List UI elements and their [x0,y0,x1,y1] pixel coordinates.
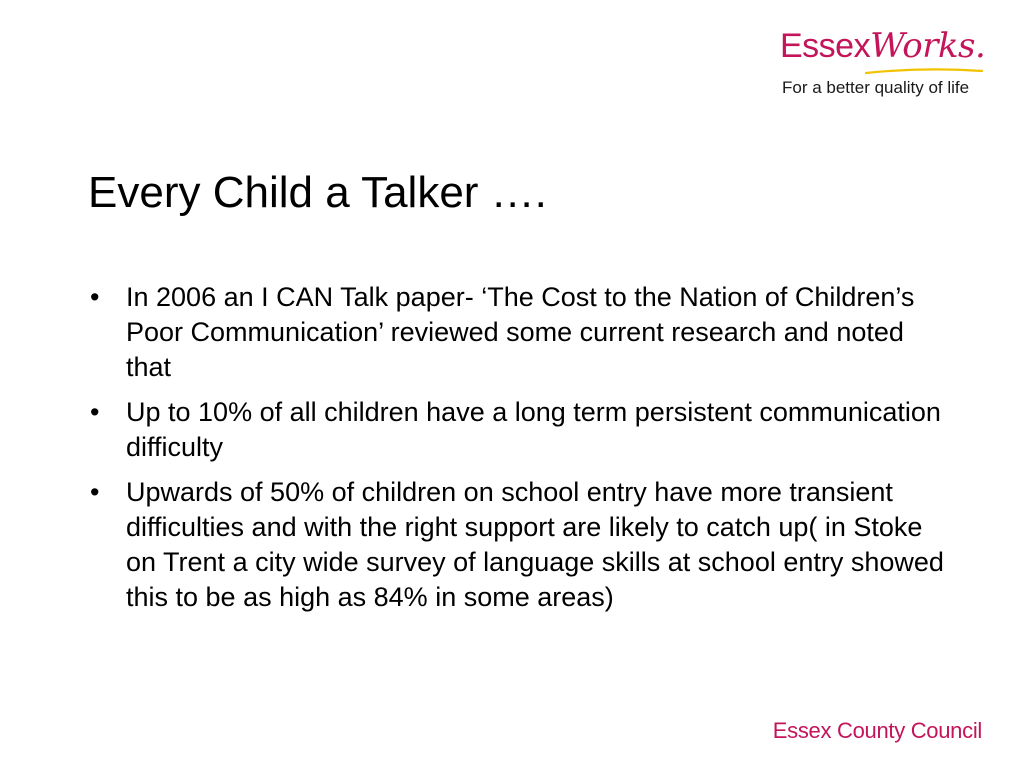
bullet-text: Upwards of 50% of children on school entry have more transient difficulties and with the right support are likely to catch up( in Stoke on Trent a city wide survey of language skills at school entry showed this to be as high as 84% in some areas) [126,477,944,612]
bullet-item [88,280,948,385]
logo-wordmark-essex: Essex [780,27,871,65]
slide-title: Every Child a Talker …. [88,168,547,217]
bullet-text: In 2006 an I CAN Talk paper- ‘The Cost to the Nation of Children’s Poor Communication’ reviewed some current research and noted that [126,282,915,382]
bullet-list [88,280,948,625]
bullet-marker: • [90,397,100,427]
logo-wordmark-works: Works. [870,26,986,66]
bullet-marker: • [90,477,100,507]
footer-organisation: Essex County Council [772,718,982,743]
bullet-item [88,475,948,615]
logo-tagline: For a better quality of life [782,78,970,97]
logo-wordmark [780,22,985,70]
logo-swoosh-icon [864,66,984,76]
bullet-marker: • [90,282,100,312]
essexworks-logo [780,22,990,104]
bullet-text: Up to 10% of all children have a long term persistent communication difficulty [126,397,941,462]
bullet-item [88,395,948,465]
